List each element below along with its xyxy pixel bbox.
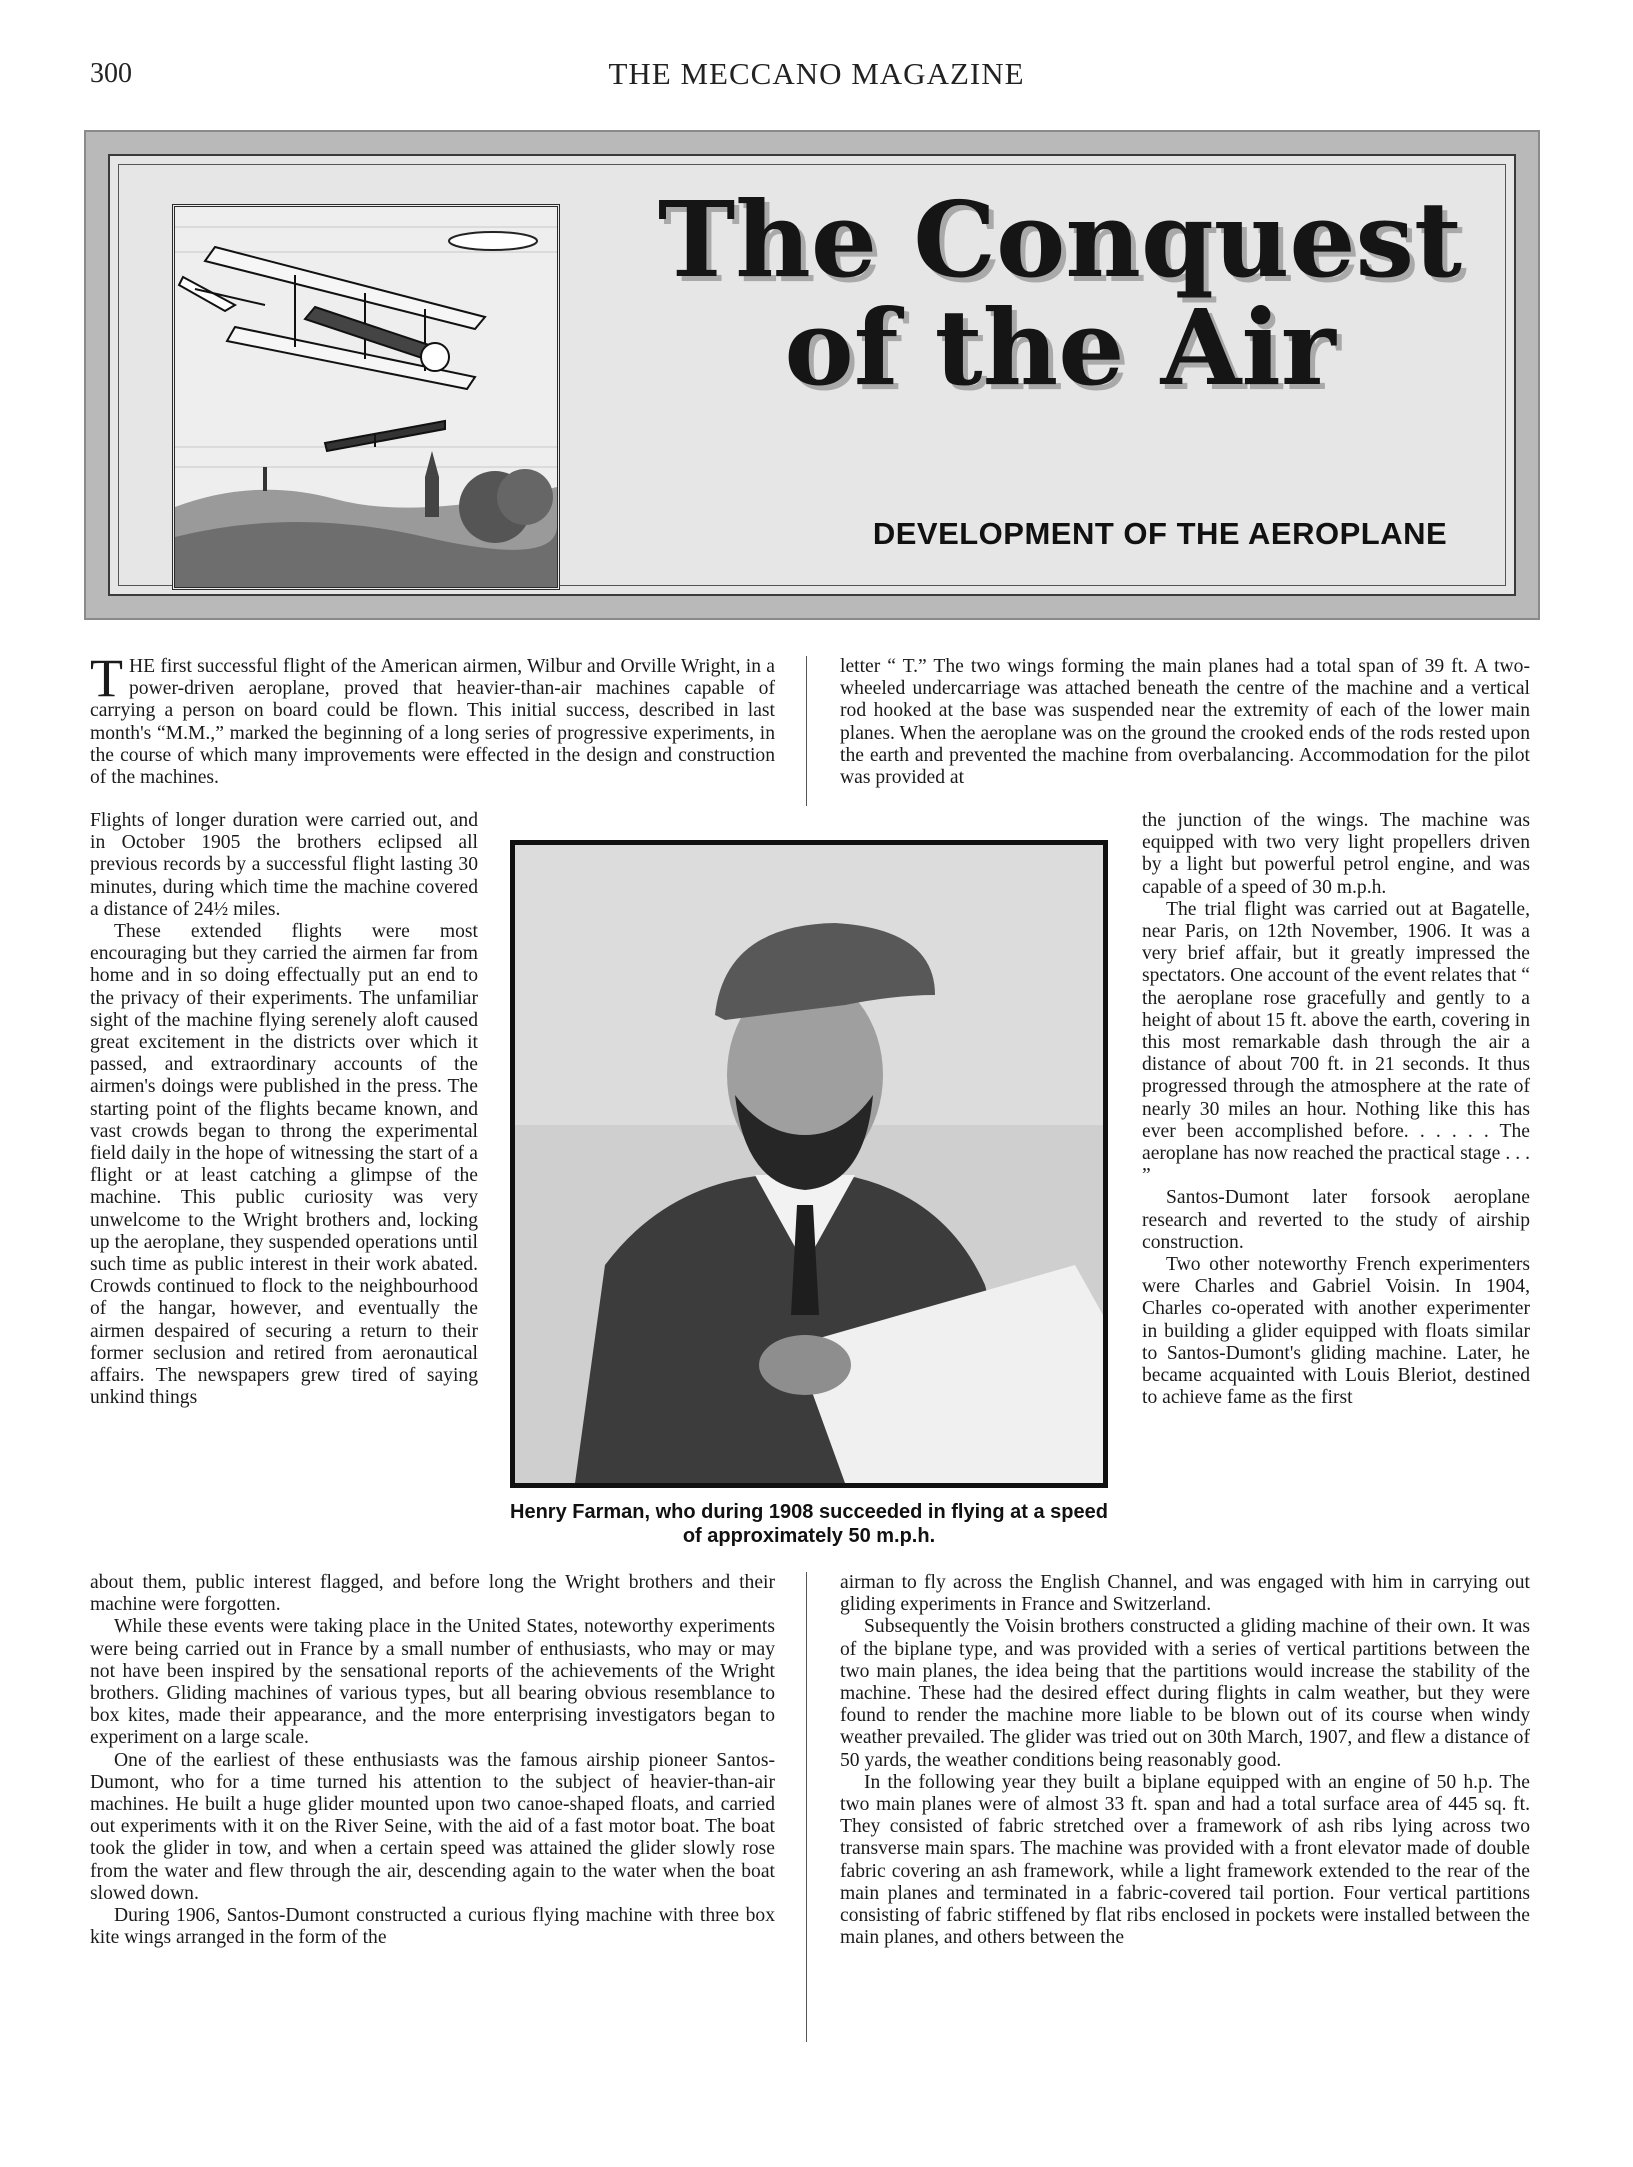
paragraph: letter “ T.” The two wings forming the main planes had a total span of 39 ft. A two-wheeled undercarriage was attached beneath the centre of the machine and a vertical rod hooked at the base was suspended near the extremity of each of the lower main planes. When the aeroplane was on the ground the crooked ends of the rods rested upon the earth and prevented the machine from overbalancing. Accommodation for the pilot was provided at — [840, 656, 1530, 789]
intro-text: HE first successful flight of the American airmen, Wilbur and Orville Wright, in a power-driven aeroplane, proved that heavier-than-air machines capable of carrying a person on board could be flown. This initial success, described in last month's “M.M.,” marked the beginning of a long series of progressive experiments, in the course of which many improvements were effected in the design and construction of the machines. — [90, 656, 775, 789]
paragraph: about them, public interest flagged, and before long the Wright brothers and their machine were forgotten. — [90, 1572, 775, 1616]
aeroplanes-drawing — [175, 207, 557, 587]
photo-caption: Henry Farman, who during 1908 succeeded in flying at a speed of approximately 50 m.p.h. — [510, 1501, 1108, 1547]
paragraph: In the following year they built a biplane equipped with an engine of 50 h.p. The two main planes were of almost 33 ft. span and had a total surface area of 445 sq. ft. They consisted of fabric stretched over a framework of ash ribs lying across two transverse main spars. The machine was provided with a front elevator made of double fabric covering an ash framework, while a light framework extended to the rear of the main planes and terminated in a fabric-covered tail portion. Four vertical partitions consisting of fabric stiffened by flat ribs enclosed in pockets were installed between the main planes, and others between the — [840, 1771, 1530, 1949]
paragraph: the junction of the wings. The machine was equipped with two very light propellers driven by a light but powerful petrol engine, and was capable of a speed of 30 m.p.h. — [1142, 810, 1530, 898]
column-divider-top — [806, 656, 807, 806]
paragraph: One of the earliest of these enthusiasts was the famous airship pioneer Santos-Dumont, who for a time turned his attention to the subject of heavier-than-air machines. He built a huge glider mounted upon two canoe-shaped floats, and carried out experiments with it on the River Seine, with the aid of a fast motor boat. The boat took the glider in tow, and when a certain speed was attained the glider slowly rose from the water and flew through the air, descending again to the water when the boat slowed down. — [90, 1749, 775, 1904]
paragraph: While these events were taking place in the United States, noteworthy experiments were being carried out in France by a small number of enthusiasts, who may or may not have been inspired by the sensational reports of the achievements of the Wright brothers. Gliding machines of various types, but all bearing obvious resemblance to box kites, made their appearance, and the more enterprising investigators began to experiment on a large scale. — [90, 1616, 775, 1749]
article-subtitle: DEVELOPMENT OF THE AEROPLANE — [872, 516, 1448, 551]
intro-paragraph — [90, 648, 775, 789]
paragraph: Subsequently the Voisin brothers constructed a gliding machine of their own. It was of the biplane type, and was provided with a series of vertical partitions between the two main planes, the idea being that the partitions would increase the stability of the machine. These had the desired effect during flights in calm weather, but they were found to render the machine more liable to be blown out of its course when windy weather prevailed. The glider was tried out on 30th March, 1907, and flew a distance of 50 yards, the weather conditions being reasonably good. — [840, 1616, 1530, 1771]
paragraph: These extended flights were most encouraging but they carried the airmen far from home and in so doing effectually put an end to the privacy of their experiments. The unfamiliar sight of the machine flying serenely aloft caused great excitement in the districts over which it passed, and extraordinary accounts of the airmen's doings were published in the press. The starting point of the flights became known, and vast crowds began to throng the experimental field daily in the hope of witnessing the start of a flight or at least catching a glimpse of the machine. This public curiosity was very unwelcome to the Wright brothers and, locking up the aeroplane, they suspended operations until such time as public interest in their work abated. Crowds continued to flock to the neighbourhood of the hangar, however, and eventually the airmen despaired of securing a return to their former seclusion and retired from aeronautical affairs. The newspapers grew tired of saying unkind things — [90, 921, 478, 1409]
paragraph: Santos-Dumont later forsook aeroplane research and reverted to the study of airship construction. — [1142, 1187, 1530, 1253]
page-number: 300 — [90, 58, 132, 89]
church-spire-icon — [425, 477, 439, 517]
running-title: THE MECCANO MAGAZINE — [608, 56, 1025, 91]
paragraph: Two other noteworthy French experimenters were Charles and Gabriel Voisin. In 1904, Charles co-operated with another experimenter in building a glider equipped with floats similar to Santos-Dumont's gliding machine. Later, he became acquainted with Louis Bleriot, destined to achieve fame as the first — [1142, 1254, 1530, 1409]
airship-icon — [449, 232, 537, 250]
aeroplanes-illustration — [172, 204, 560, 590]
banner-frame — [108, 154, 1516, 596]
right-column-top — [840, 656, 1530, 810]
farman-photograph — [510, 840, 1108, 1488]
right-column-bottom — [840, 1572, 1530, 2042]
drop-cap: T — [90, 648, 123, 708]
left-column-top — [90, 648, 775, 810]
article-title — [590, 178, 1530, 409]
left-column-bottom — [90, 1572, 775, 2042]
article-title-line1: The Conquest — [657, 178, 1463, 301]
left-column-narrow — [90, 810, 478, 1572]
paragraph: The trial flight was carried out at Bagatelle, near Paris, on 12th November, 1906. It was a very brief affair, but it greatly impressed the spectators. One account of the event relates that “ the aeroplane rose gracefully and gently to a height of about 15 ft. above the earth, covering in this most remarkable dash through the air a distance of about 700 ft. in 21 seconds. It thus progressed through the atmosphere at the rate of nearly 30 miles an hour. Nothing like this has ever been accomplished before. . . . . . The aeroplane has now reached the practical stage . . . ” — [1142, 898, 1530, 1187]
article-title-line2: of the Air — [784, 286, 1336, 409]
lighthouse-icon — [263, 467, 267, 491]
paragraph: airman to fly across the English Channel, and was engaged with him in carrying out gliding experiments in France and Switzerland. — [840, 1572, 1530, 1616]
paragraph: Flights of longer duration were carried out, and in October 1905 the brothers eclipsed all previous records by a successful flight lasting 30 minutes, during which time the machine covered a distance of 24½ miles. — [90, 810, 478, 920]
right-column-narrow — [1142, 810, 1530, 1590]
title-banner — [84, 130, 1540, 620]
portrait-image — [515, 845, 1103, 1483]
paragraph: During 1906, Santos-Dumont constructed a curious flying machine with three box kite wings arranged in the form of the — [90, 1905, 775, 1949]
column-divider-bottom — [806, 1572, 807, 2042]
